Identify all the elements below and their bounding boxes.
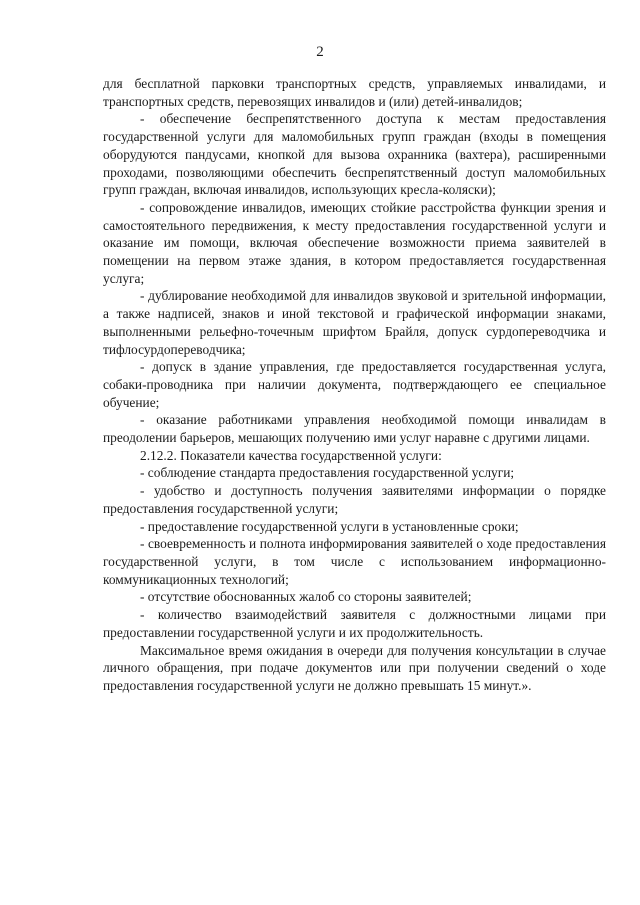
- paragraph-access-provision: - обеспечение беспрепятственного доступа к местам предоставления государственной услуги для маломобильных групп граждан (входы в помещения оборудуются пандусами, кнопкой для вызова охранника (вахтера), расширенными проходами, позволяющими обеспечить беспрепятственный доступ маломобильных групп граждан, включая инвалидов, использующих кресла-коляски);: [103, 111, 606, 198]
- paragraph-parking-continuation: для бесплатной парковки транспортных средств, управляемых инвалидами, и транспортных средств, перевозящих инвалидов и (или) детей-инвалидов;: [103, 76, 606, 109]
- list-item-interactions-count: - количество взаимодействий заявителя с должностными лицами при предоставлении государственной услуги и их продолжительность.: [103, 607, 606, 640]
- section-heading-quality-indicators: 2.12.2. Показатели качества государственной услуги:: [140, 447, 442, 463]
- list-item-information-availability: - удобство и доступность получения заявителями информации о порядке предоставления государственной услуги;: [103, 483, 606, 516]
- page-number: 2: [316, 44, 324, 60]
- list-item-informing-timeliness: - своевременность и полнота информирования заявителей о ходе предоставления государственной услуги, в том числе с использованием информационно-коммуникационных технологий;: [103, 536, 606, 587]
- paragraph-information-duplication: - дублирование необходимой для инвалидов звуковой и зрительной информации, а также надписей, знаков и иной текстовой и графической информации знаками, выполненными рельефно-точечным шрифтом Брайля, допуск сурдопереводчика и тифлосурдопереводчика;: [103, 288, 606, 357]
- list-item-standard-compliance: - соблюдение стандарта предоставления государственной услуги;: [140, 465, 515, 481]
- paragraph-staff-help: - оказание работниками управления необходимой помощи инвалидам в преодолении барьеров, мешающих получению ими услуг наравне с другими лицами.: [103, 412, 606, 446]
- list-item-no-complaints: - отсутствие обоснованных жалоб со стороны заявителей;: [140, 589, 472, 605]
- paragraph-guide-dog: - допуск в здание управления, где предоставляется государственная услуга, собаки-проводника при наличии документа, подтверждающего ее специальное обучение;: [103, 359, 606, 410]
- paragraph-escort-assistance: - сопровождение инвалидов, имеющих стойкие расстройства функции зрения и самостоятельного передвижения, к месту предоставления государственной услуги и оказание им помощи, включая обеспечение возможности приема заявителей в помещении на первом этаже здания, в котором предоставляется государственная услуга;: [103, 199, 606, 286]
- document-body: [103, 75, 606, 695]
- paragraph-max-waiting-time: Максимальное время ожидания в очереди для получения консультации в случае личного обращения, при подаче документов или при получении сведений о ходе предоставления государственной услуги не должно превышать 15 минут.».: [103, 642, 606, 693]
- list-item-deadlines: - предоставление государственной услуги в установленные сроки;: [140, 518, 519, 534]
